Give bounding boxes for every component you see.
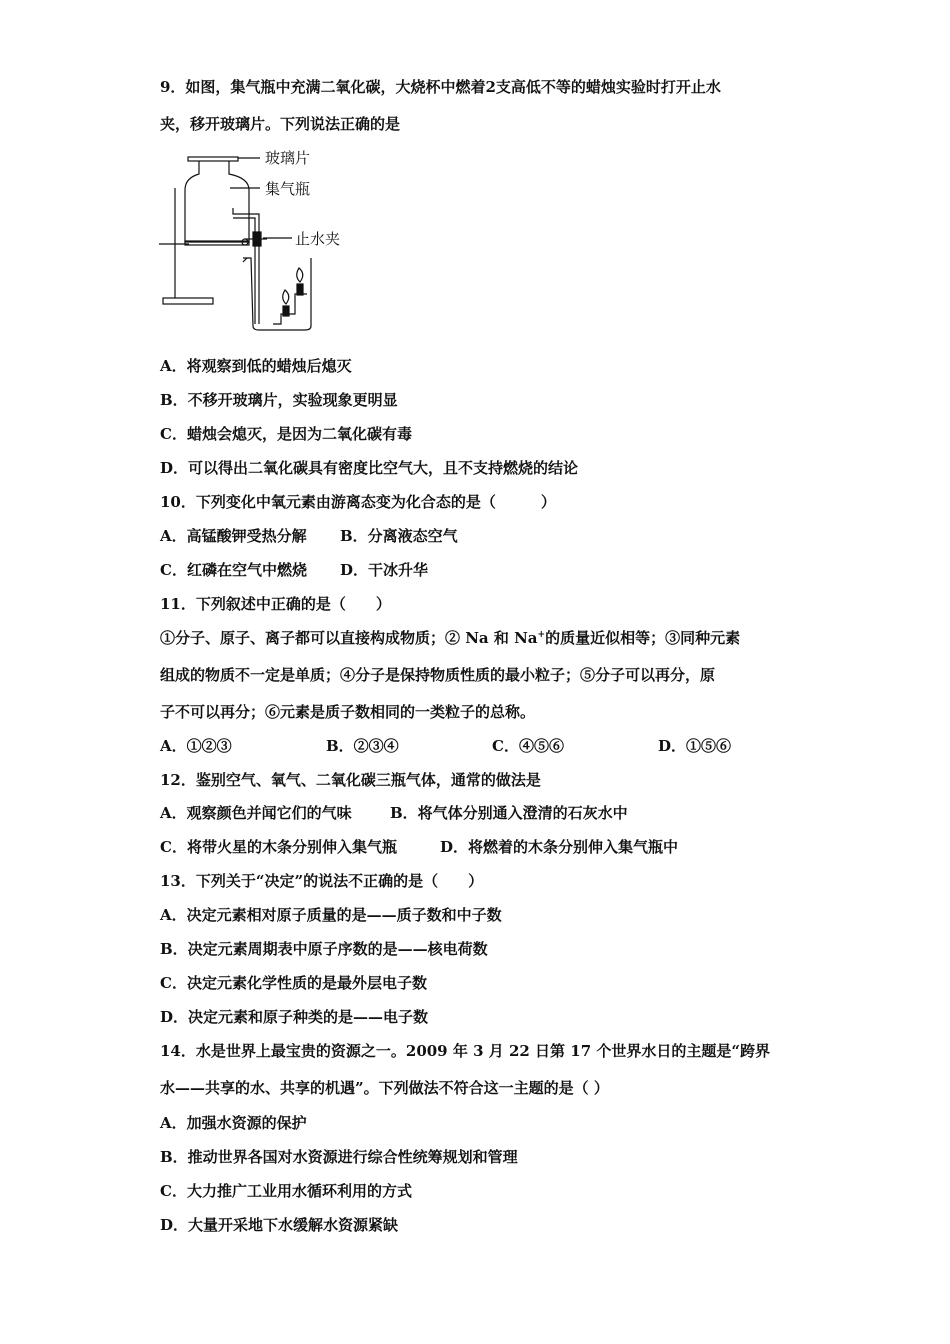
q9-option-c: C．蜡烛会熄灭，是因为二氧化碳有毒 (160, 425, 412, 443)
q9-stem-line1: 9．如图，集气瓶中充满二氧化碳，大烧杯中燃着2支高低不等的蜡烛实验时打开止水 (160, 78, 721, 96)
sodium-ion-charge: + (537, 630, 546, 640)
q12-option-c: C．将带火星的木条分别伸入集气瓶 (160, 838, 397, 856)
label-glass-plate: 玻璃片 (265, 149, 311, 167)
q9-option-d: D．可以得出二氧化碳具有密度比空气大，且不支持燃烧的结论 (160, 459, 579, 477)
q9-stem-line2: 夹，移开玻璃片。下列说法正确的是 (160, 115, 401, 133)
q14-option-a: A．加强水资源的保护 (160, 1114, 307, 1132)
q11-statement-line3: 子不可以再分；⑥元素是质子数相同的一类粒子的总称。 (160, 703, 536, 721)
q14-option-c: C．大力推广工业用水循环利用的方式 (160, 1182, 412, 1200)
q14-stem-line2: 水——共享的水、共享的机遇”。下列做法不符合这一主题的是（ ） (160, 1079, 609, 1097)
q11-line1-part-a: ①分子、原子、离子都可以直接构成物质；② Na 和 Na (160, 629, 538, 647)
q14-option-d: D．大量开采地下水缓解水资源紧缺 (160, 1216, 399, 1234)
q14-option-b: B．推动世界各国对水资源进行综合性统筹规划和管理 (160, 1148, 518, 1166)
q10-option-d: D．干冰升华 (340, 561, 429, 579)
q13-stem: 13．下列关于“决定”的说法不正确的是（ ） (160, 872, 484, 890)
glass-plate-shape (188, 157, 238, 161)
q11-option-d: D．①⑤⑥ (658, 737, 732, 755)
q10-option-a: A．高锰酸钾受热分解 (160, 527, 307, 545)
q9-option-b: B．不移开玻璃片，实验现象更明显 (160, 391, 398, 409)
stand-base (163, 298, 213, 304)
gas-bottle-shape (185, 161, 249, 242)
q11-statement-line1 (160, 628, 740, 648)
q12-option-a: A．观察颜色并闻它们的气味 (160, 804, 352, 822)
q12-option-b: B．将气体分别通入澄清的石灰水中 (390, 804, 628, 822)
q10-option-b: B．分离液态空气 (340, 527, 458, 545)
water-clamp-shape (253, 232, 261, 246)
q13-option-d: D．决定元素和原子种类的是——电子数 (160, 1008, 429, 1026)
q11-option-c: C．④⑤⑥ (492, 737, 564, 755)
high-candle-flame (297, 268, 303, 282)
q11-option-b: B．②③④ (326, 737, 399, 755)
q9-option-a: A．将观察到低的蜡烛后熄灭 (160, 357, 352, 375)
q13-option-c: C．决定元素化学性质的是最外层电子数 (160, 974, 427, 992)
q11-statement-line2: 组成的物质不一定是单质；④分子是保持物质性质的最小粒子；⑤分子可以再分，原 (160, 666, 716, 684)
q12-stem: 12．鉴别空气、氧气、二氧化碳三瓶气体，通常的做法是 (160, 771, 541, 789)
q13-option-b: B．决定元素周期表中原子序数的是——核电荷数 (160, 940, 488, 958)
high-candle (297, 284, 303, 295)
q11-stem: 11．下列叙述中正确的是（ ） (160, 595, 391, 613)
q10-option-c: C．红磷在空气中燃烧 (160, 561, 307, 579)
q13-option-a: A．决定元素相对原子质量的是——质子数和中子数 (160, 906, 502, 924)
label-gas-bottle: 集气瓶 (265, 180, 311, 198)
q14-stem-line1: 14．水是世界上最宝贵的资源之一。2009 年 3 月 22 日第 17 个世界水日的主题是“跨界 (160, 1042, 770, 1060)
q9-apparatus-figure (155, 146, 365, 336)
low-candle-flame (283, 290, 289, 304)
q11-line1-part-b: 的质量近似相等；③同种元素 (545, 629, 741, 647)
q10-stem: 10．下列变化中氧元素由游离态变为化合态的是（ ） (160, 493, 556, 511)
low-candle (283, 306, 289, 316)
q12-option-d: D．将燃着的木条分别伸入集气瓶中 (440, 838, 679, 856)
label-water-clamp: 止水夹 (295, 230, 341, 248)
candle-steps (273, 294, 307, 324)
q11-option-a: A．①②③ (160, 737, 232, 755)
